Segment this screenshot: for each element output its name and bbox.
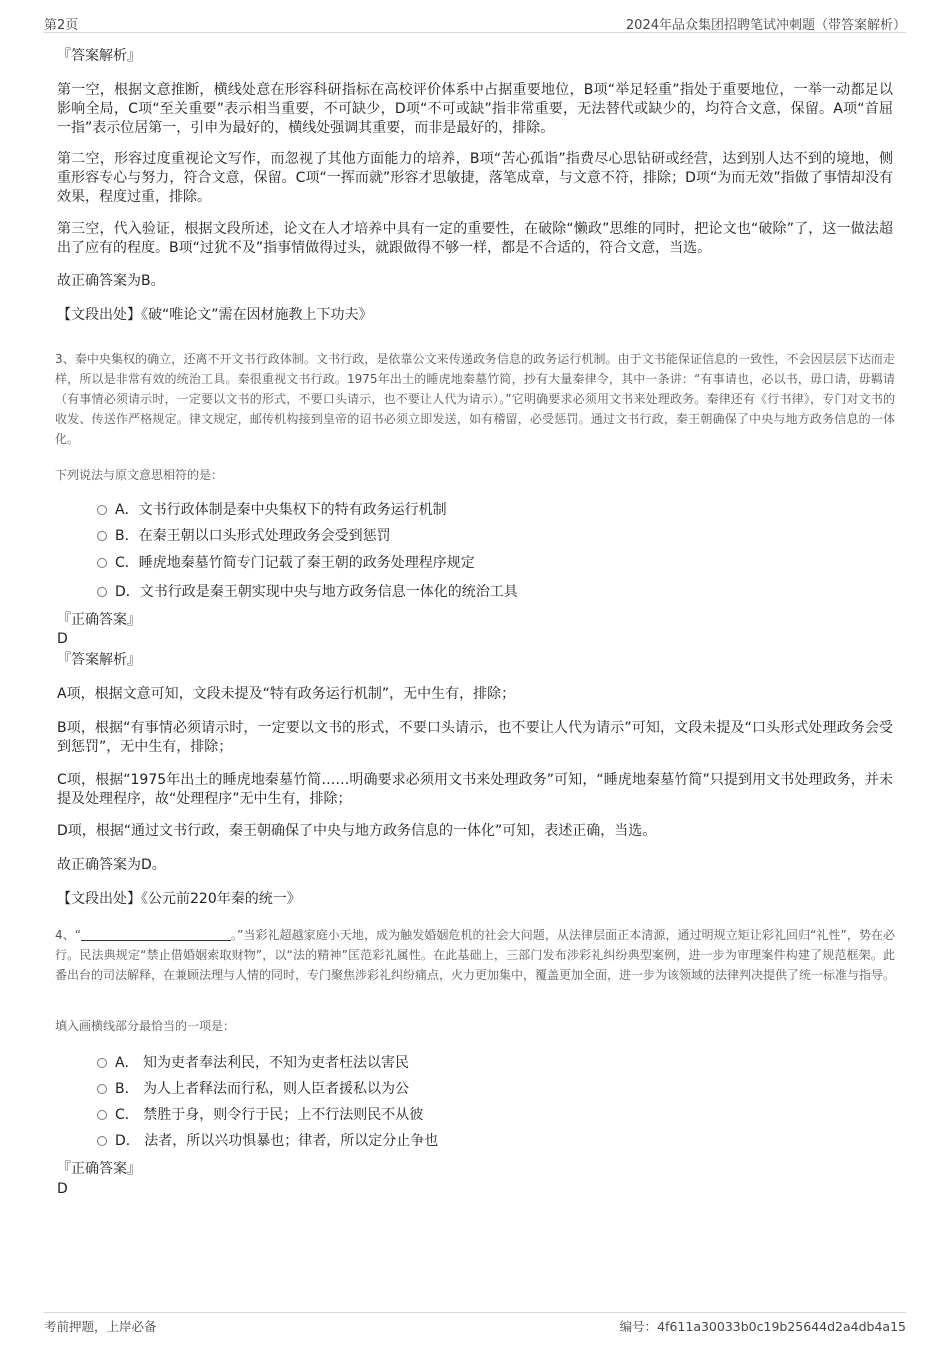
option-label: B．在秦王朝以口头形式处理政务会受到惩罚 — [115, 528, 391, 544]
q3-analysis-d: D项，根据“通过文书行政，秦王朝确保了中央与地方政务信息的一体化”可知，表述正确，当选。 — [57, 823, 657, 839]
q4-correct-answer: D — [57, 1181, 68, 1197]
option-label: A． 知为吏者奉法利民，不知为吏者枉法以害民 — [115, 1055, 410, 1071]
q2-analysis-label: 『答案解析』 — [57, 48, 141, 64]
q3-option-a[interactable] — [97, 501, 447, 520]
page-number: 第2页 — [44, 18, 79, 33]
document-title: 2024年品众集团招聘笔试冲刺题（带答案解析） — [625, 18, 906, 33]
q3-analysis-b: B项，根据“有事情必须请示时，一定要以文书的形式，不要口头请示，也不要让人代为请示”可知，文段未提及“口头形式处理政务会受到惩罚”，无中生有，排除； — [57, 720, 893, 755]
radio-icon[interactable] — [97, 531, 107, 541]
q3-analysis-c: C项，根据“1975年出土的睡虎地秦墓竹简……明确要求必须用文书来处理政务”可知，“睡虎地秦墓竹简”只提到用文书处理政务，并未提及处理程序，故“处理程序”无中生有，排除； — [57, 772, 893, 807]
radio-icon[interactable] — [97, 1110, 107, 1120]
radio-icon[interactable] — [97, 587, 107, 597]
footer-slogan: 考前押题，上岸必备 — [44, 1319, 157, 1334]
q3-source: 【文段出处】《公元前220年秦的统一》 — [57, 891, 301, 907]
q4-option-b[interactable] — [97, 1080, 409, 1099]
option-label: D．文书行政是秦王朝实现中央与地方政务信息一体化的统治工具 — [115, 584, 518, 600]
q3-option-b[interactable] — [97, 527, 391, 546]
code-value: 4f611a30033b0c19b25644d2a4db4a15 — [657, 1319, 906, 1334]
q4-prompt: 填入画横线部分最恰当的一项是： — [55, 1019, 236, 1033]
q4-option-d[interactable] — [97, 1132, 438, 1151]
q4-option-c[interactable] — [97, 1106, 423, 1125]
q3-correct-answer: D — [57, 631, 68, 647]
q3-option-c[interactable] — [97, 554, 475, 573]
option-label: C．睡虎地秦墓竹简专门记载了秦王朝的政务处理程序规定 — [115, 555, 475, 571]
q2-analysis-para-1: 第一空，根据文意推断，横线处意在形容科研指标在高校评价体系中占据重要地位，B项“举足轻重”指处于重要地位，一举一动都足以影响全局，C项“至关重要”表示相当重要，不可缺少，D项“不可或缺”指非常重要，无法替代或缺少的，均符合文意，保留。A项“首屈一指”表示位居第一，引申为最好的，横线处强调其重要，而非是最好的，排除。 — [57, 82, 893, 136]
q4-correct-label: 『正确答案』 — [57, 1161, 141, 1177]
q2-conclusion: 故正确答案为B。 — [57, 273, 165, 289]
q3-conclusion: 故正确答案为D。 — [57, 857, 166, 873]
q3-correct-label: 『正确答案』 — [57, 612, 141, 628]
answer-blank — [81, 927, 231, 941]
q4-number: 4、“ — [55, 928, 81, 942]
q4-option-a[interactable] — [97, 1054, 409, 1073]
option-label: C． 禁胜于身，则令行于民；上不行法则民不从彼 — [115, 1107, 424, 1123]
radio-icon[interactable] — [97, 505, 107, 515]
radio-icon[interactable] — [97, 1136, 107, 1146]
option-label: D． 法者，所以兴功惧暴也；律者，所以定分止争也 — [115, 1133, 439, 1149]
radio-icon[interactable] — [97, 1084, 107, 1094]
q3-passage: 3、秦中央集权的确立，还离不开文书行政体制。文书行政，是依靠公文来传递政务信息的政务运行机制。由于文书能保证信息的一致性，不会因层层下达而走样，所以是非常有效的统治工具。秦很重视文书行政。1975年出土的睡虎地秦墓竹简，抄有大量秦律令，其中一条讲：“有事请也，必以书，毋口请，毋羁请（有事情必须请示时，一定要以文书的形式，不要口头请示，也不要让人代为请示）。”它明确要求必须用文书来处理政务。秦律还有《行书律》，专门对文书的收发、传送作严格规定。律文规定，邮传机构接到皇帝的诏书必须立即发送，如有稽留，必受惩罚。通过文书行政，秦王朝确保了中央与地方政务信息的一体化。 — [55, 352, 895, 446]
option-label: B． 为人上者释法而行私，则人臣者援私以为公 — [115, 1081, 410, 1097]
q2-analysis-para-3: 第三空，代入验证，根据文段所述，论文在人才培养中具有一定的重要性，在破除“懒政”思维的同时，把论文也“破除”了，这一做法超出了应有的程度。B项“过犹不及”指事情做得过头，就跟做得不够一样，都是不合适的，符合文意，当选。 — [57, 221, 893, 256]
q3-prompt: 下列说法与原文意思相符的是： — [55, 468, 224, 482]
code-label: 编号： — [619, 1319, 658, 1334]
page-header — [44, 12, 906, 33]
document-code — [620, 1317, 906, 1335]
q3-analysis-label: 『答案解析』 — [57, 652, 141, 668]
q2-analysis-para-2: 第二空，形容过度重视论文写作，而忽视了其他方面能力的培养，B项“苦心孤诣”指费尽心思钻研或经营，达到别人达不到的境地，侧重形容专心与努力，符合文意，保留。C项“一挥而就”形容才思敏捷，落笔成章，与文意不符，排除；D项“为而无效”指做了事情却没有效果，程度过重，排除。 — [57, 151, 893, 205]
q3-analysis-a: A项，根据文意可知，文段未提及“特有政务运行机制”，无中生有，排除； — [57, 686, 516, 702]
q2-source: 【文段出处】《破“唯论文”需在因材施教上下功夫》 — [57, 307, 373, 323]
radio-icon[interactable] — [97, 558, 107, 568]
radio-icon[interactable] — [97, 1058, 107, 1068]
option-label: A．文书行政体制是秦中央集权下的特有政务运行机制 — [115, 502, 447, 518]
q4-passage — [55, 925, 895, 985]
q4-passage-text: 。”当彩礼超越家庭小天地，成为触发婚姻危机的社会大问题，从法律层面正本清源，通过明规立矩让彩礼回归“礼性”，势在必行。民法典规定“禁止借婚姻索取财物”，以“法的精神”匡范彩礼属性。在此基础上，三部门发布涉彩礼纠纷典型案例，进一步为审理案件构建了规范框架。此番出台的司法解释，在兼顾法理与人情的同时，专门聚焦涉彩礼纠纷痛点，火力更加集中，覆盖更加全面，进一步为该领域的法律判决提供了统一标准与指导。 — [55, 928, 896, 982]
q3-option-d[interactable] — [97, 583, 518, 602]
page-footer — [44, 1312, 906, 1337]
